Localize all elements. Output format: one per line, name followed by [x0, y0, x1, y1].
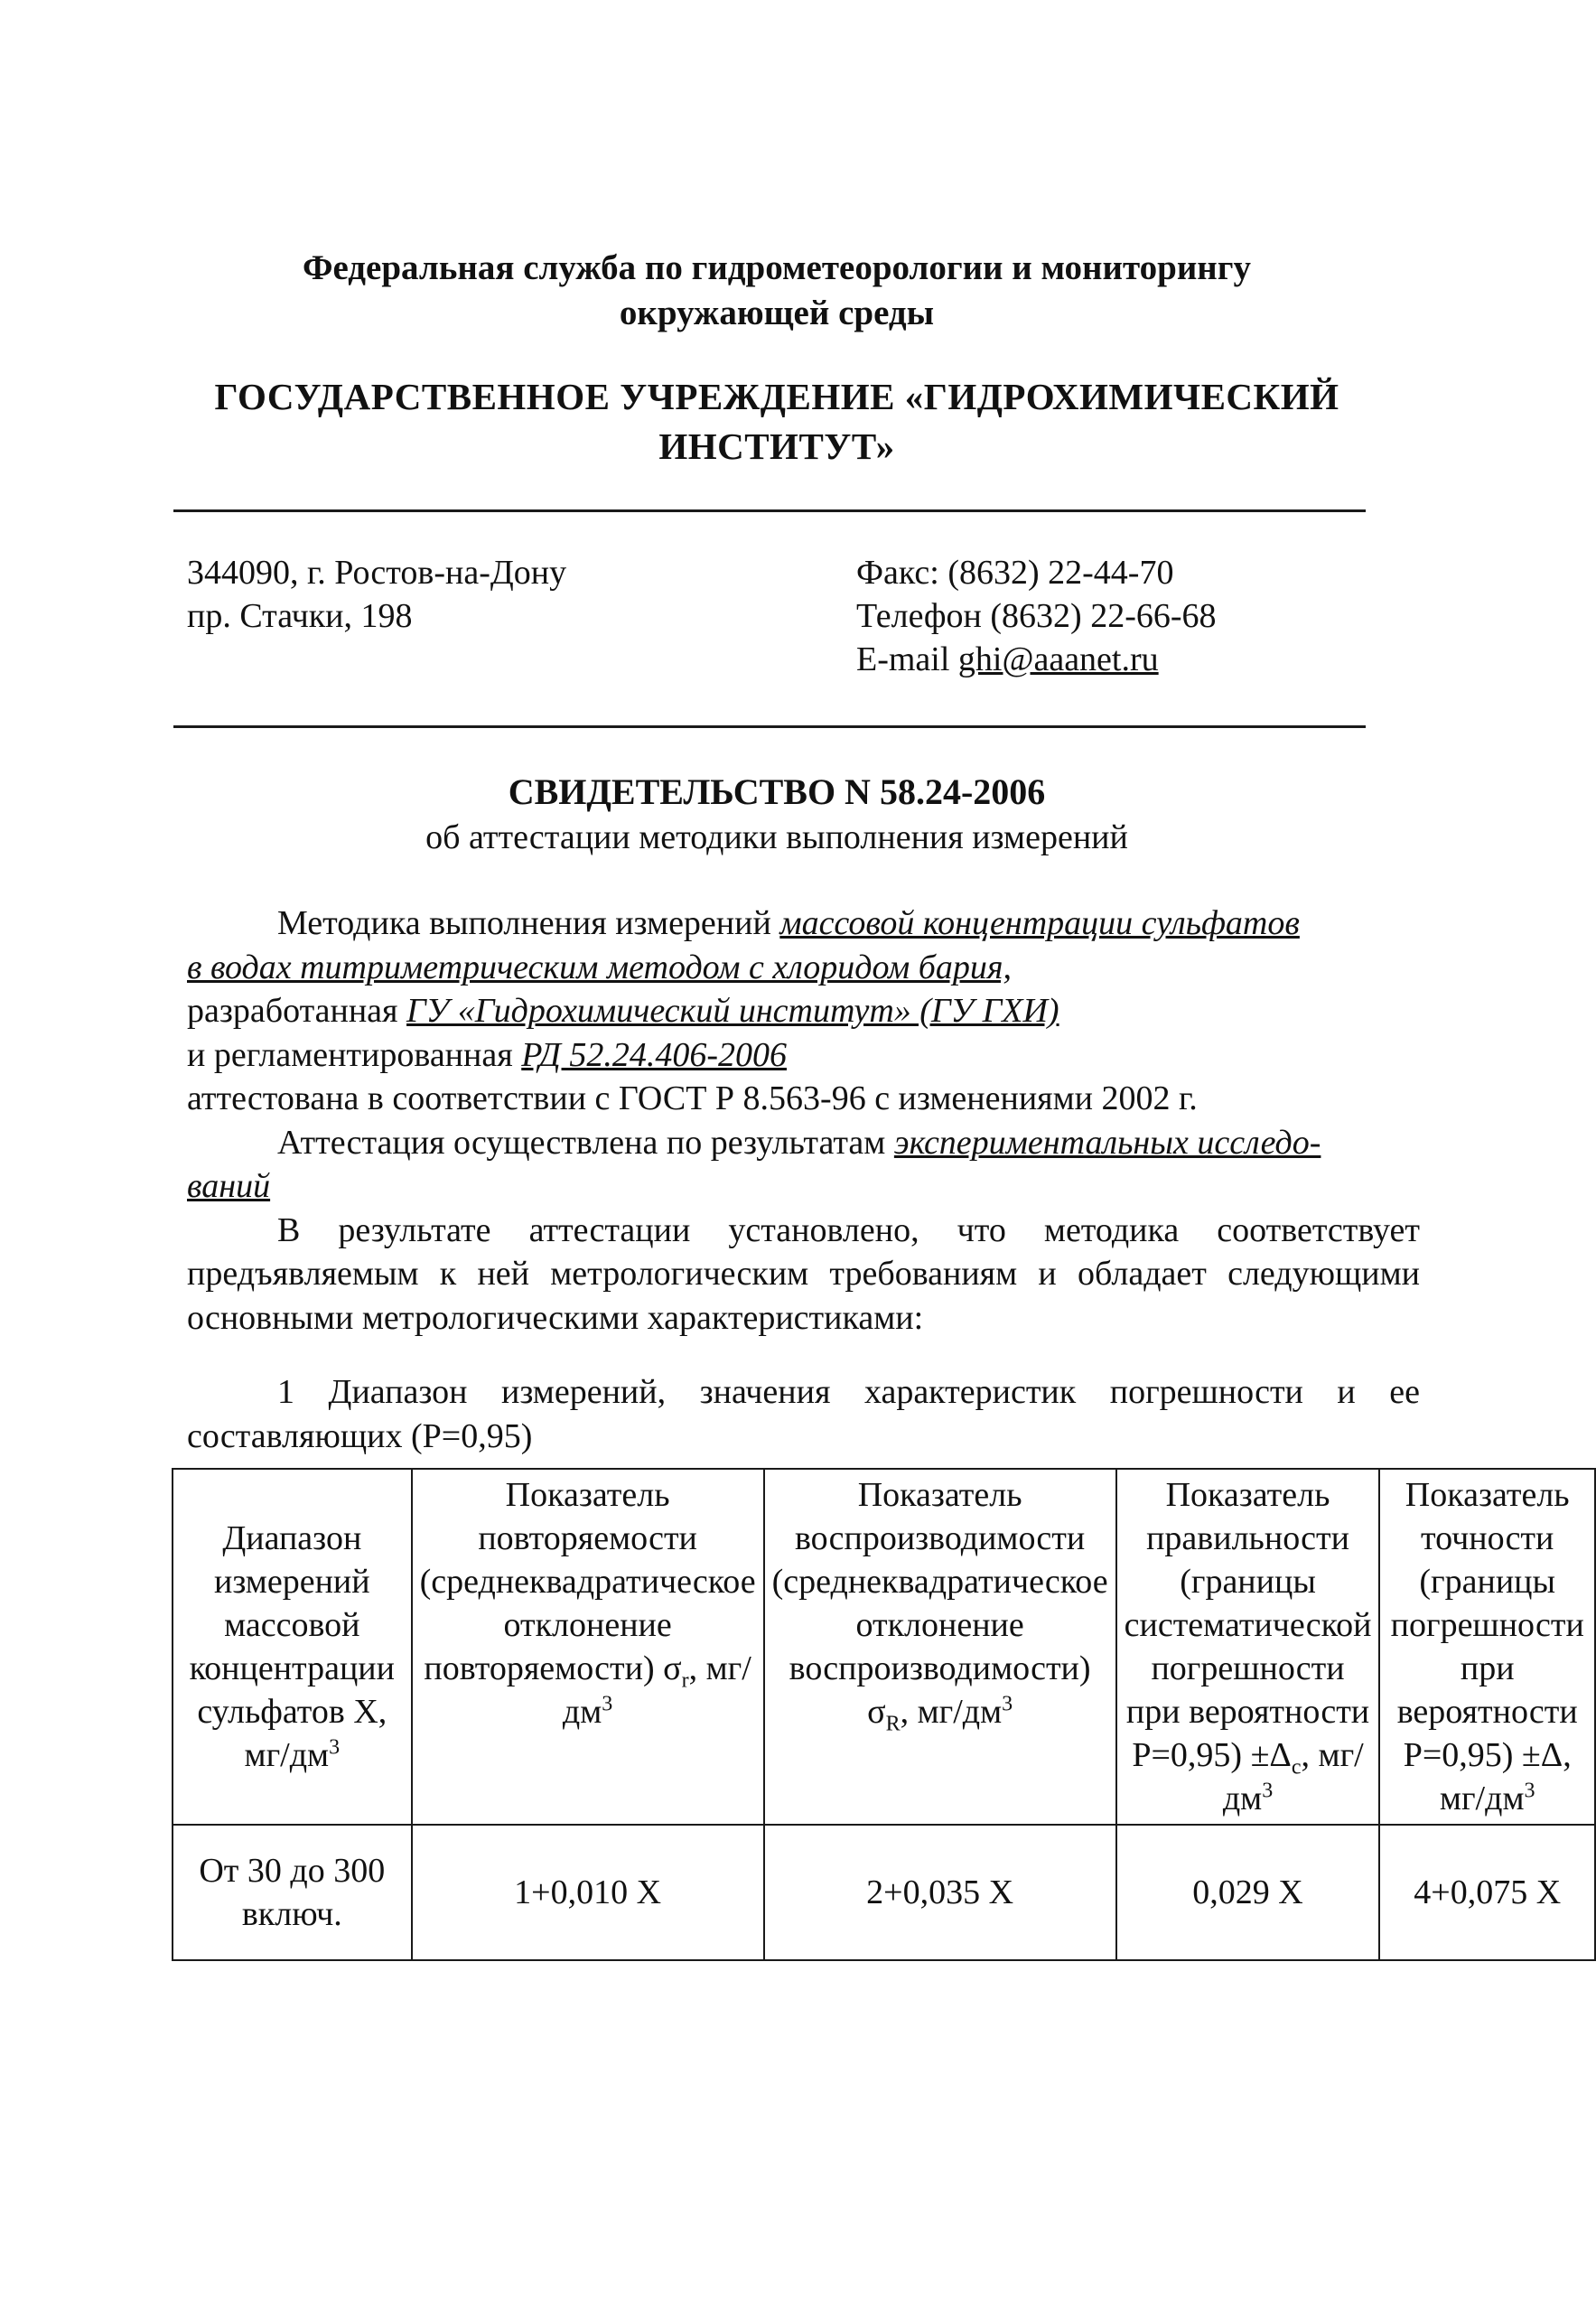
- header-reproducibility: Показатель воспроизводимости (среднеквадратическое отклонение воспроизводимости) $\sigma_R$, $мг/дм^3$: [764, 1469, 1116, 1825]
- method-name-a: массовой концентрации сульфатов: [779, 904, 1300, 942]
- service-line-1: Федеральная служба по гидрометеорологии и мониторингу: [303, 248, 1251, 287]
- section-1-heading: 1 Диапазон измерений, значения характеристик погрешности и ее составляющих (P=0,95): [187, 1373, 1420, 1455]
- header-trueness: Показатель правильности (границы систематической погрешности при вероятности $P=0,95) \pm\Delta_c$, $мг/дм^3$: [1116, 1469, 1380, 1825]
- address-line-1: 344090, г. Ростов-на-Дону: [187, 554, 567, 592]
- email-link[interactable]: ghi@aaanet.ru: [957, 640, 1159, 678]
- service-name: [172, 246, 1382, 336]
- contact-block: [856, 551, 1217, 681]
- institute-name: [172, 372, 1382, 472]
- certified-line: аттестована в соответствии с ГОСТ Р 8.563-96 с изменениями 2002 г.: [187, 1079, 1198, 1117]
- basis-lead: Аттестация осуществлена по результатам: [277, 1123, 886, 1162]
- result-paragraph: В результате аттестации установлено, что методика соответствует предъявляемым к ней метрологическим требованиям и обладает следующими основными метрологическими характеристиками:: [187, 1210, 1420, 1337]
- method-name-b: в водах титриметрическим методом с хлоридом бария,: [187, 948, 1013, 986]
- cell-repeatability: 1+0,010 X: [412, 1825, 764, 1960]
- basis-value-a: экспериментальных исследо-: [893, 1123, 1321, 1162]
- header-repeatability: Показатель повторяемости (среднеквадратическое отклонение повторяемости) $\sigma_r$, $мг/дм^3$: [412, 1469, 764, 1825]
- developer-name: ГУ «Гидрохимический институт» (ГУ ГХИ): [406, 992, 1059, 1030]
- table-row: [173, 1825, 1595, 1960]
- divider-bottom: [173, 725, 1366, 728]
- metrology-table-wrap: [172, 1468, 1596, 1961]
- basis-paragraph: [187, 1121, 1420, 1209]
- developed-label: разработанная: [187, 992, 398, 1030]
- fax: Факс: (8632) 22-44-70: [856, 554, 1174, 592]
- certificate-title: СВИДЕТЕЛЬСТВО N 58.24-2006: [508, 771, 1046, 812]
- divider-top: [173, 509, 1366, 512]
- institute-line-2: ИНСТИТУТ»: [658, 425, 895, 467]
- certificate-subtitle: об аттестации методики выполнения измерений: [425, 818, 1128, 856]
- certificate-body: [187, 902, 1420, 1458]
- address-block: [187, 551, 566, 638]
- regulating-document: РД 52.24.406-2006: [521, 1035, 787, 1074]
- cell-range: От 30 до 300 включ.: [173, 1825, 412, 1960]
- cell-reproducibility: 2+0,035 X: [764, 1825, 1116, 1960]
- cell-trueness: 0,029 X: [1116, 1825, 1380, 1960]
- method-paragraph: [187, 902, 1420, 1121]
- address-line-2: пр. Стачки, 198: [187, 597, 413, 635]
- email-line: [856, 638, 1217, 681]
- metrology-table: [172, 1468, 1596, 1961]
- regulated-label: и регламентированная: [187, 1035, 513, 1074]
- service-line-2: окружающей среды: [619, 294, 935, 332]
- institute-line-1: ГОСУДАРСТВЕННОЕ УЧРЕЖДЕНИЕ «ГИДРОХИМИЧЕСКИЙ: [214, 376, 1339, 417]
- method-lead: Методика выполнения измерений: [277, 904, 771, 942]
- phone: Телефон (8632) 22-66-68: [856, 597, 1217, 635]
- table-header-row: [173, 1469, 1595, 1825]
- basis-value-b: ваний: [187, 1167, 271, 1205]
- cell-accuracy: 4+0,075 X: [1379, 1825, 1595, 1960]
- header-range: Диапазон измерений массовой концентрации сульфатов X, $мг/дм^3$: [173, 1469, 412, 1825]
- header-accuracy: Показатель точности (границы погрешности при вероятности P=0,95) ±Δ, $мг/дм^3$: [1379, 1469, 1595, 1825]
- email-label: E-mail: [856, 640, 950, 678]
